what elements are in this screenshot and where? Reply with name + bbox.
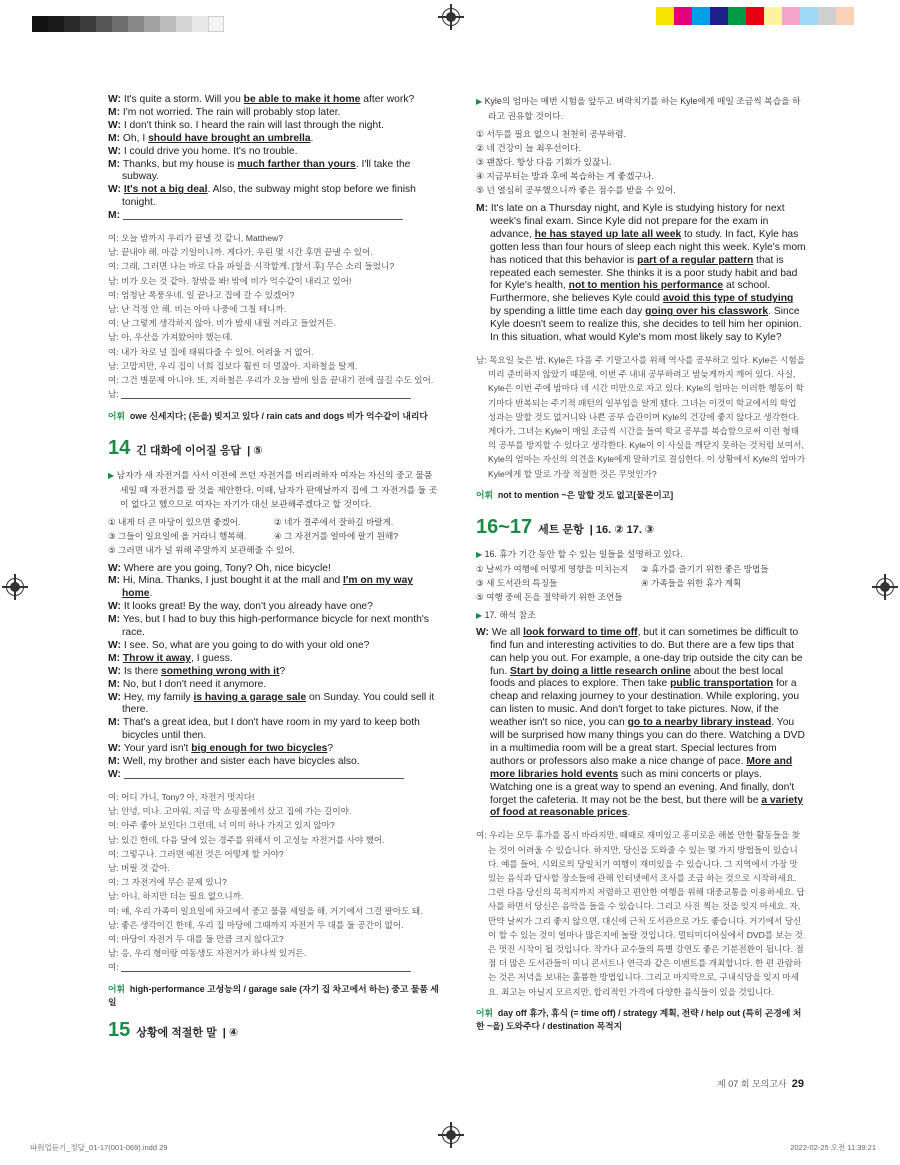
- text-run: on Sunday. You could sell it there.: [122, 691, 435, 716]
- list-item: 남: 좋은 생각이긴 한데, 우리 집 마당에 그때까지 자전거 두 대를 둘 공간이 없어.: [108, 919, 404, 930]
- options-16: [476, 562, 806, 604]
- translation-13: [108, 231, 440, 387]
- underlined-phrase: big enough for two bicycles: [191, 743, 328, 755]
- list-item: 남: 버릴 것 같아.: [108, 862, 170, 873]
- dialogue-14-blank: W:: [108, 769, 440, 782]
- list-item: 여: 그래, 그러면 나는 바로 다음 파일을 시작할게. [창서 후] 무슨 소리 들었니?: [108, 261, 395, 272]
- list-item: 여: 그 자전거에 무슨 문제 있니?: [108, 877, 227, 888]
- dialogue-line: [108, 184, 440, 210]
- registration-mark-bottom: [442, 1126, 460, 1144]
- dialogue-line: [108, 563, 440, 576]
- list-item: 남: 끝내야 해. 마감 기일이니까. 게다가, 우린 몇 시간 후면 끝낼 수 있어.: [108, 247, 373, 258]
- list-item: ⑤ 그러면 내가 널 위해 주말까지 보관해줄 수 있어.: [108, 544, 295, 555]
- registration-mark-right: [876, 578, 894, 596]
- speaker-label: W:: [108, 562, 124, 574]
- passage-16: W: We all look forward to time off, but it can sometimes be difficult to find fun and interesting activities to do. But there are a few tips that can help you out. For example, a one-day trip outside the city can be fun. Start by doing a little research online about the best local foods and places to explore. Then take public transportation for a cheap and relaxing journey to your destination. While exploring, you can listen to music. And don't forget to take pictures. Now, if the weather isn't so nice, you can go to a nearby library instead. You will be surprised how many things you can do there. Watching a DVD in a multimedia room will be a great start. Special lectures from authors or professors also make a nice change of pace. More and more libraries hold events such as mini concerts or plays. Watching one is a great way to spend an evening. And finally, don't forget the cafeteria. It may not be the best, but there will be a variety of food at reasonable prices.: [476, 626, 805, 819]
- list-item: 여: 마당이 자전거 두 대를 둘 만큼 크지 않다고?: [108, 933, 284, 944]
- dialogue-line: [108, 666, 440, 679]
- list-item: 여: 오늘 밤까지 우리가 끝낼 것 같니, Matthew?: [108, 233, 283, 244]
- text-run: Hey, my family: [123, 691, 194, 703]
- list-item: 여: 아주 좋아 보인다! 그런데, 너 이미 하나 가지고 있지 않아?: [108, 820, 335, 831]
- translation-14-blank: 여:: [108, 960, 440, 974]
- dialogue-line: [108, 743, 440, 756]
- text-run: I don't think so. I heard the rain will last through the night.: [123, 119, 384, 131]
- triangle-icon: ▶: [108, 470, 115, 480]
- section-answer: | 16. ② 17. ③: [589, 523, 655, 536]
- text-run: I see. So, what are you going to do with your old one?: [123, 639, 370, 651]
- question-16-explanation: ▶ 16. 휴가 기간 동안 할 수 있는 일들을 설명하고 있다.: [476, 548, 683, 559]
- speaker-label: M:: [108, 158, 123, 170]
- text-run: I could drive you home. It's no trouble.: [123, 145, 298, 157]
- section-number: 15: [108, 1018, 131, 1041]
- text-run: , I guess.: [190, 652, 233, 664]
- underlined-phrase: look forward to time off: [523, 626, 638, 638]
- underlined-phrase: I'm on my way home: [122, 575, 414, 600]
- section-answer: | ④: [222, 1026, 239, 1039]
- text-run: ?: [327, 743, 334, 755]
- list-item: ① 서두를 필요 없으니 천천히 공부하렴.: [476, 129, 627, 139]
- list-item: ① 날씨가 여행에 어떻게 영향을 미치는지: [476, 563, 629, 574]
- dialogue-line: [108, 679, 440, 692]
- text-run: It's quite a storm. Will you: [123, 94, 244, 105]
- section-title: 상황에 적절한 말: [136, 1026, 217, 1039]
- list-item: ① 내게 더 큰 마당이 있으면 좋겠어.: [108, 516, 241, 527]
- underlined-phrase: part of a regular pattern: [637, 254, 754, 266]
- text-run: after work?: [360, 94, 415, 105]
- list-item: ② 네 건강이 늘 최우선이다.: [476, 143, 582, 153]
- speaker-label: W:: [108, 184, 124, 196]
- text-run: that is repeated each semester. She thinks it is a poor study habit and bad for Kyle's health,: [490, 254, 798, 292]
- section-title: 세트 문항: [538, 523, 584, 536]
- text-run: Where are you going, Tony? Oh, nice bicycle!: [123, 562, 331, 574]
- text-run: Thanks, but my house is: [122, 158, 238, 170]
- text-run: , but it can sometimes be difficult to find fun and interesting activities to do. But there are a few tips that can help you out. For example, a one-day trip outside the city can be fun.: [490, 626, 803, 677]
- dialogue-line: [108, 601, 440, 614]
- text-run: Your yard isn't: [123, 743, 192, 755]
- text-run: Hi, Mina. Thanks, I just bought it at the mall and: [122, 575, 344, 587]
- text-run: by spending a little time each day: [490, 306, 646, 318]
- list-item: 남: 응, 우리 형이랑 여동생도 자전거가 하나씩 있거든.: [108, 948, 307, 959]
- section-14-header: [108, 437, 440, 460]
- triangle-icon: ▶: [476, 97, 483, 106]
- text-run: .: [149, 588, 153, 600]
- list-item: 여: 엄청난 폭풍우네. 일 끝나고 집에 갈 수 있겠어?: [108, 289, 295, 300]
- text-run: Is there: [123, 665, 162, 677]
- dialogue-line: [108, 159, 440, 185]
- dialogue-line: [108, 107, 440, 120]
- list-item: 남: 고맙지만, 우리 집이 너희 집보다 훨씬 더 멀잖아. 지하철을 탈게.: [108, 360, 358, 371]
- list-item: 여: 얘, 우리 가족이 일요일에 차고에서 중고 물품 세일을 해. 거기에서 그걸 팔아도 돼.: [108, 905, 423, 916]
- dialogue-line: [108, 120, 440, 133]
- text-run: . You will be surprised how many things you can do there. Watching a DVD in a multimedia room will be a great start. Special lectures from authors or professors also make a nice change of pace.: [490, 717, 805, 767]
- options-14: [108, 515, 440, 557]
- passage-15: M: It's late on a Thursday night, and Kyle is studying history for next week's final exam. Since Kyle did not prepare for the exam in advance, he has stayed up late all week to study. In fact, Kyle has gotten less than four hours of sleep each night this week. Kyle's mom has noticed that this behavior is part of a regular pattern that is repeated each semester. She thinks it is a poor study habit and bad for Kyle's health, not to mention his performance at school. Furthermore, she believes Kyle could avoid this type of studying by spending a little time each day going over his classwork. Since Kyle doesn't seem to realize this, she decides to tell him her opinion. In this situation, what would Kyle's mom most likely say to Kyle?: [476, 203, 806, 344]
- dialogue-line: [108, 717, 440, 743]
- speaker-label: W:: [108, 691, 124, 703]
- underlined-phrase: go to a nearby library instead: [627, 717, 772, 729]
- list-item: ② 네가 결주에서 잘하길 바랄게.: [274, 516, 394, 527]
- list-item: ④ 그 자전거를 얼마에 팔기 원해?: [274, 530, 399, 541]
- underlined-phrase: much farther than yours: [237, 158, 356, 170]
- text-run: I'm not worried. The rain will probably stop later.: [122, 106, 341, 118]
- dialogue-line: [108, 94, 440, 107]
- text-run: We all: [491, 626, 524, 638]
- text-run: to study. In fact, Kyle has gotten less than four hours of sleep each night this week. Kyle's mom has noticed that this behavior is: [490, 228, 806, 266]
- underlined-phrase: something wrong with it: [161, 665, 280, 677]
- list-item: 여: 내가 차로 널 집에 태워다줄 수 있어. 어려울 거 없어.: [108, 346, 314, 357]
- underlined-phrase: he has stayed up late all week: [534, 228, 682, 240]
- section-answer: | ⑤: [247, 444, 263, 457]
- list-item: ④ 지금부터는 방과 후에 복습하는 게 좋겠구나.: [476, 171, 654, 181]
- list-item: 여: 어디 가니, Tony? 아, 자전거 멋지다!: [108, 791, 255, 802]
- dialogue-line: [108, 653, 440, 666]
- vocab-15: 어휘 not to mention ~은 말할 것도 없고[물론이고]: [476, 489, 674, 500]
- speaker-label: M:: [108, 652, 123, 664]
- underlined-phrase: More and more libraries hold events: [490, 755, 793, 780]
- underlined-phrase: not to mention his performance: [568, 280, 724, 292]
- underlined-phrase: Start by doing a little research online: [510, 665, 691, 677]
- question-17-explanation: ▶ 17. 해석 참조: [476, 609, 536, 620]
- section-number: 16~17: [476, 515, 533, 538]
- page-number-block: [717, 1077, 804, 1090]
- list-item: ⑤ 넌 열심히 공부했으니까 좋은 점수를 받을 수 있어.: [476, 185, 676, 195]
- list-item: ④ 가족들을 위한 휴가 계획: [641, 577, 742, 588]
- dialogue-line: [108, 133, 440, 146]
- underlined-phrase: It's not a big deal: [123, 184, 208, 196]
- list-item: 남: 아, 우산을 가져왔어야 했는데.: [108, 332, 233, 343]
- dialogue-line: [108, 692, 440, 718]
- speaker-label: W:: [108, 639, 124, 651]
- speaker-label: M:: [108, 575, 123, 587]
- dialogue-line: [108, 146, 440, 159]
- translation-16: 여: 우리는 모두 휴가를 몹시 바라지만, 때때로 재미있고 흥미로운 해볼 만한 활동들을 찾는 것이 어려울 수 있습니다. 하지만, 당신을 도와줄 수 있는 몇 가지 방법들이 있습니다. 예를 들어, 시외로의 당일치기 여행이 재미있을 수 있습니다. 그 지역에서 가장 맛있는 음식과 답사할 장소들에 관해 인터넷에서 조사를 조금 하는 것으로 시작하세요. 그런 다음 당신의 목적지까지 저렴하고 편안한 여행을 위해 대중교통을 이용하세요. 답사를 하면서 당신은 음악을 들을 수 있습니다. 그리고 사진 찍는 것을 잊지 마세요. 자, 만약 날씨가 그리 좋지 않으면, 대신에 근처 도서관으로 가도 좋습니다. 거기에서 당신이 할 수 있는 것이 얼마나 많은지에 놀랄 것입니다. 멀티미디어실에서 DVD를 보는 것은 멋진 시작이 될 것입니다. 작가나 교수들의 특별 강연도 좋은 기분전환이 됩니다. 점점 더 많은 도서관들이 미니 콘서트나 연극과 같은 이벤트를 개최합니다. 한 편 관람하는 것은 저녁을 보내는 훌륭한 방법입니다. 그리고 마지막으로, 구내식당을 잊지 마세요. 최고는 아닐지 모르지만, 합리적인 가격에 다양한 음식들이 있을 것입니다.: [476, 830, 805, 997]
- text-run: . I'll take the subway.: [122, 158, 411, 183]
- underlined-phrase: is having a garage sale: [193, 691, 307, 703]
- underlined-phrase: be able to make it home: [243, 94, 361, 105]
- section-16-17-header: [476, 516, 806, 539]
- text-run: Well, my brother and sister each have bicycles also.: [122, 756, 360, 768]
- dialogue-14: [108, 563, 440, 770]
- speaker-label: M:: [108, 106, 123, 118]
- dialogue-line: [108, 575, 440, 601]
- dialogue-line: [108, 756, 440, 769]
- underlined-phrase: going over his classwork: [645, 306, 769, 318]
- speaker-label: W:: [108, 119, 124, 131]
- text-run: . Also, the subway might stop before we finish tonight.: [122, 184, 416, 209]
- underlined-phrase: avoid this type of studying: [662, 293, 794, 305]
- vocab-13: 어휘 owe 신세지다; (돈을) 빚지고 있다 / rain cats and dogs 비가 억수같이 내리다: [108, 410, 428, 421]
- underlined-phrase: Throw it away: [122, 652, 191, 664]
- section-number: 14: [108, 436, 131, 459]
- list-item: 여: 난 그렇게 생각하지 않아. 비가 밤새 내릴 거라고 들었거든.: [108, 318, 336, 329]
- triangle-icon: ▶: [476, 549, 483, 559]
- list-item: 여: 그건 별문제 아니야. 또, 지하철은 우리가 오늘 밤에 일을 끝내기 전에 끊길 수도 있어.: [108, 375, 434, 386]
- vocab-16: 어휘 day off 휴가, 휴식 (= time off) / strategy 계획, 전략 / help out (특히 곤경에 처한 ~을) 도와주다 / destination 목적지: [476, 1007, 802, 1031]
- text-run: for a cheap and relaxing journey to your destination. While exploring, you can listen to music. And don't forget to take pictures. Now, if the weather isn't so nice, you can: [490, 678, 800, 729]
- page-number: 29: [791, 1078, 804, 1090]
- speaker-label: W:: [108, 743, 124, 755]
- text-run: It looks great! By the way, don't you already have one?: [123, 601, 373, 613]
- print-timestamp: 2022-02-25 오전 11:39:21: [790, 1143, 876, 1152]
- registration-mark-left: [6, 578, 24, 596]
- options-15: [476, 127, 806, 197]
- text-run: about the best local foods and places to explore. Then take: [490, 665, 784, 690]
- speaker-label: M:: [108, 132, 123, 144]
- speaker-label: M:: [108, 717, 123, 729]
- left-column: [108, 94, 440, 1050]
- text-run: such as mini concerts or plays. Watching one is a great way to spend an evening. And finally, don't forget the cafeteria. It may not be the best, but there will be: [490, 768, 795, 806]
- registration-mark-top: [442, 8, 460, 26]
- list-item: 여: 그렇구나. 그러면 예전 것은 어떻게 할 거야?: [108, 848, 284, 859]
- list-item: 남: 안녕, 미나. 고마워, 지금 막 쇼핑몰에서 샀고 집에 가는 길이야.: [108, 806, 352, 817]
- text-run: ?: [279, 665, 286, 677]
- text-run: It's late on a Thursday night, and Kyle is studying history for next week's final exam. Since Kyle did not prepare for the exam in advance,: [490, 203, 785, 240]
- translation-13-blank: 남:: [108, 387, 440, 401]
- text-run: at school. Furthermore, she believes Kyle could: [490, 280, 771, 305]
- text-run: .: [627, 807, 631, 819]
- underlined-phrase: a variety of food at reasonable prices: [490, 794, 804, 819]
- text-run: Oh, I: [122, 132, 149, 144]
- speaker-label: W:: [108, 145, 124, 157]
- list-item: 남: 있긴 한데, 다음 달에 있는 경주를 위해서 이 고성능 자전거를 사야 했어.: [108, 834, 385, 845]
- color-bar-cmyk: [656, 0, 876, 30]
- underlined-phrase: should have brought an umbrella: [148, 132, 311, 144]
- dialogue-13: [108, 94, 440, 210]
- text-run: . Since Kyle doesn't seem to realize this, she decides to tell him her opinion. In this situation, what would Kyle's mom most likely say to Kyle?: [490, 306, 802, 344]
- right-column: [476, 94, 806, 1033]
- translation-15: 남: 목요일 늦은 밤, Kyle은 다음 주 기말고사를 위해 역사를 공부하고 있다. Kyle은 시험을 미리 준비하지 않았기 때문에, 이번 주 내내 공부하려고 밤늦게까지 깨어 있다. 사실, Kyle은 이번 주에 밤마다 네 시간 미만으로 자고 있다. Kyle의 엄마는 이러한 행동이 학기마다 반복되는 주기적 패턴의 일부임을 알게 됐다. 그녀는 이것이 학교에서의 학업 성과는 말할 것도 없거니와 나쁜 공부 습관이며 Kyle의 건강에 좋지 않다고 생각한다. 게다가, 그녀는 Kyle이 매일 조금씩 시간을 들여 학교 공부를 복습함으로써 이런 형태의 공부를 방지할 수 있다고 생각한다. Kyle이 이 사실을 깨닫지 못하는 것처럼 보여서, Kyle의 엄마는 자신의 의견을 Kyle에게 말하기로 결심한다. 이 상황에서 Kyle의 엄마가 Kyle에게 할 말로 가장 적절한 것은 무엇인가?: [476, 354, 806, 479]
- speaker-label: W:: [108, 601, 124, 613]
- dialogue-line: [108, 640, 440, 653]
- list-item: ② 휴가를 즐기기 위한 좋은 방법들: [641, 563, 769, 574]
- list-item: 남: 비가 오는 것 같아. 창밖을 봐! 밖에 비가 억수같이 내리고 있어!: [108, 275, 352, 286]
- text-run: No, but I don't need it anymore.: [122, 678, 267, 690]
- file-name: 파워업듣기_정답_01-17(001-069).indd 29: [30, 1143, 168, 1152]
- text-run: Yes, but I had to buy this high-performance bicycle for next month's race.: [122, 614, 429, 639]
- speaker-label: M:: [108, 678, 123, 690]
- color-bar-grayscale: [32, 8, 242, 24]
- text-run: That's a great idea, but I don't have room in my yard to keep both bicycles until then.: [122, 717, 420, 742]
- translation-14: [108, 790, 440, 960]
- section-15-header: [108, 1019, 440, 1042]
- speaker-label: M:: [108, 614, 123, 626]
- underlined-phrase: public transportation: [670, 678, 774, 690]
- list-item: ③ 괜찮다. 항상 다음 기회가 있잖니.: [476, 157, 612, 167]
- list-item: 남: 아니, 하지만 더는 필요 없으니까.: [108, 891, 244, 902]
- dialogue-13-blank: M:: [108, 210, 440, 223]
- page-label: 제 07 회 모의고사: [717, 1079, 787, 1089]
- dialogue-line: [108, 614, 440, 640]
- list-item: ⑤ 여행 중에 돈을 절약하기 위한 조언들: [476, 591, 623, 602]
- triangle-icon: ▶: [476, 610, 483, 620]
- speaker-label: W:: [108, 94, 124, 105]
- section-title: 긴 대화에 이어질 응답: [136, 444, 242, 457]
- speaker-label: W:: [108, 665, 124, 677]
- list-item: ③ 그들이 일요일에 올 거라니 행복해.: [108, 530, 247, 541]
- list-item: 남: 난 걱정 안 해. 비는 아마 나중에 그칠 테니까.: [108, 304, 287, 315]
- text-run: .: [310, 132, 314, 144]
- list-item: ③ 새 도서관의 특징들: [476, 577, 558, 588]
- speaker-label: M:: [108, 756, 123, 768]
- vocab-14: 어휘 high-performance 고성능의 / garage sale (자기 집 차고에서 하는) 중고 물품 세일: [108, 983, 439, 1007]
- question-14-explanation: ▶ 남자가 새 자전거를 사서 이전에 쓰던 자전거를 버리려하자 여자는 자신의 중고 물품 세일 때 자전거를 팔 것을 제안한다. 이때, 남자가 판매날까지 집에 그 자전거를 둘 곳이 없다고 했으므로 여자는 자기가 대신 보관해주겠다고 할 것이다.: [108, 469, 438, 509]
- question-15-explanation: ▶ Kyle의 엄마는 매번 시험을 앞두고 벼락치기를 하는 Kyle에게 매일 조금씩 복습을 하라고 권유할 것이다.: [476, 96, 801, 121]
